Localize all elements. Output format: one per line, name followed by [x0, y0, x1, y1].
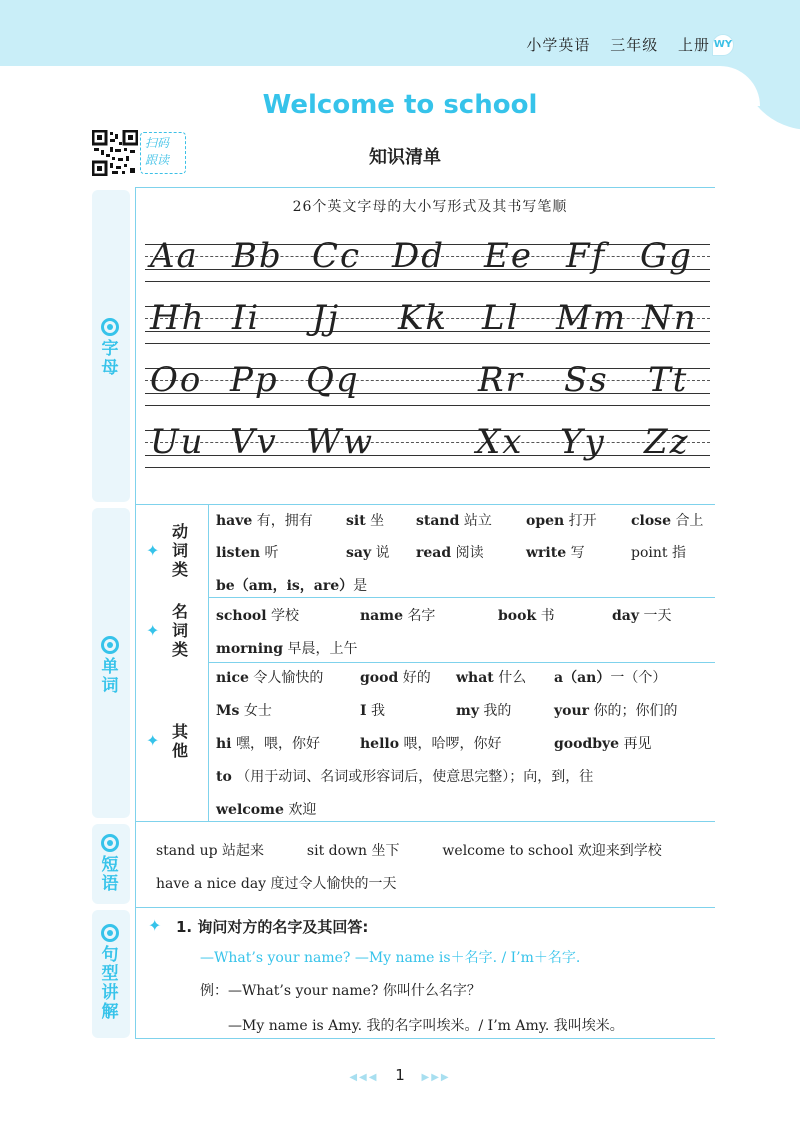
letter-pair: Ss [564, 360, 609, 400]
letter-pair: Rr [478, 360, 524, 400]
divider [135, 821, 715, 822]
letter-pair: Ll [482, 298, 520, 338]
page-number: 1 [395, 1066, 405, 1084]
phrase: have a nice day 度过令人愉快的一天 [156, 876, 397, 892]
example-question: 例：—What’s your name? 你叫什么名字？ [200, 983, 481, 999]
phrase: sit down 坐下 [306, 843, 400, 859]
section-label-phrases: 短语 [101, 855, 119, 894]
phrase: welcome to school 欢迎来到学校 [442, 843, 662, 859]
prev-arrows-icon: ◀◀◀ [349, 1072, 379, 1083]
volume-label: 上册 [677, 36, 710, 54]
divider [135, 187, 136, 1038]
letter-pair: Qq [306, 360, 360, 400]
scan-follow-read-label: 扫码 跟读 [140, 132, 186, 174]
letter-pair: Yy [560, 422, 606, 462]
edition-badge-icon: WY [712, 34, 734, 56]
letter-pair: Bb [232, 236, 283, 276]
category-label-nouns: 名词类 [171, 602, 188, 659]
star-icon: ✦ [148, 916, 162, 935]
star-icon: ✦ [146, 731, 160, 750]
letter-pair: Ee [484, 236, 533, 276]
letter-pair: Vv [230, 422, 278, 462]
target-icon [101, 318, 119, 336]
letter-pair: Aa [150, 236, 199, 276]
page-footer [0, 1066, 800, 1084]
sentence-heading: 1. 询问对方的名字及其回答: [176, 918, 369, 936]
subject-label: 小学英语 [526, 36, 591, 54]
letter-pair: Kk [398, 298, 449, 338]
phrase-row [156, 873, 397, 893]
letter-pair: Nn [642, 298, 698, 338]
star-icon: ✦ [146, 541, 160, 560]
letter-pair: Ff [566, 236, 607, 276]
grade-label: 三年级 [610, 36, 659, 54]
letter-pair: Zz [644, 422, 690, 462]
next-arrows-icon: ▶▶▶ [421, 1072, 451, 1083]
letter-pair: Dd [392, 236, 446, 276]
alphabet-caption: 26个英文字母的大小写形式及其书写笔顺 [292, 199, 568, 215]
section-label-letters: 字母 [101, 339, 119, 378]
letter-pair: Uu [150, 422, 205, 462]
divider [208, 597, 715, 598]
phrase: stand up 站起来 [156, 843, 265, 859]
target-icon [101, 636, 119, 654]
divider [208, 662, 715, 663]
letter-pair: Pp [230, 360, 279, 400]
divider [135, 504, 715, 505]
example-answer: —My name is Amy. 我的名字叫埃米。/ I’m Amy. 我叫埃米。 [228, 1018, 624, 1034]
target-icon [101, 834, 119, 852]
divider [135, 907, 715, 908]
section-label-sentences: 句型讲解 [101, 945, 119, 1022]
letter-pair: Xx [476, 422, 524, 462]
letter-pair: Hh [150, 298, 206, 338]
divider [135, 1038, 715, 1039]
letter-pair: Oo [150, 360, 203, 400]
letter-pair: Cc [312, 236, 362, 276]
category-label-verbs: 动词类 [171, 522, 188, 579]
star-icon: ✦ [146, 621, 160, 640]
letter-pair: Ww [306, 422, 375, 462]
sentence-pattern: —What’s your name? —My name is＋名字. / I’m＋名字. [200, 950, 581, 966]
target-icon [101, 924, 119, 942]
phrase-row [156, 840, 662, 860]
section-label-words: 单词 [101, 657, 119, 696]
letter-pair: Ii [232, 298, 261, 338]
letter-pair: Mm [556, 298, 628, 338]
book-series-label [512, 34, 710, 55]
divider [208, 504, 209, 821]
unit-title: Welcome to school [262, 90, 538, 120]
divider [135, 187, 715, 188]
knowledge-list-title: 知识清单 [369, 147, 441, 168]
category-label-others: 其他 [171, 722, 188, 760]
letter-pair: Tt [648, 360, 689, 400]
letter-pair: Jj [312, 298, 341, 338]
letter-pair: Gg [640, 236, 693, 276]
